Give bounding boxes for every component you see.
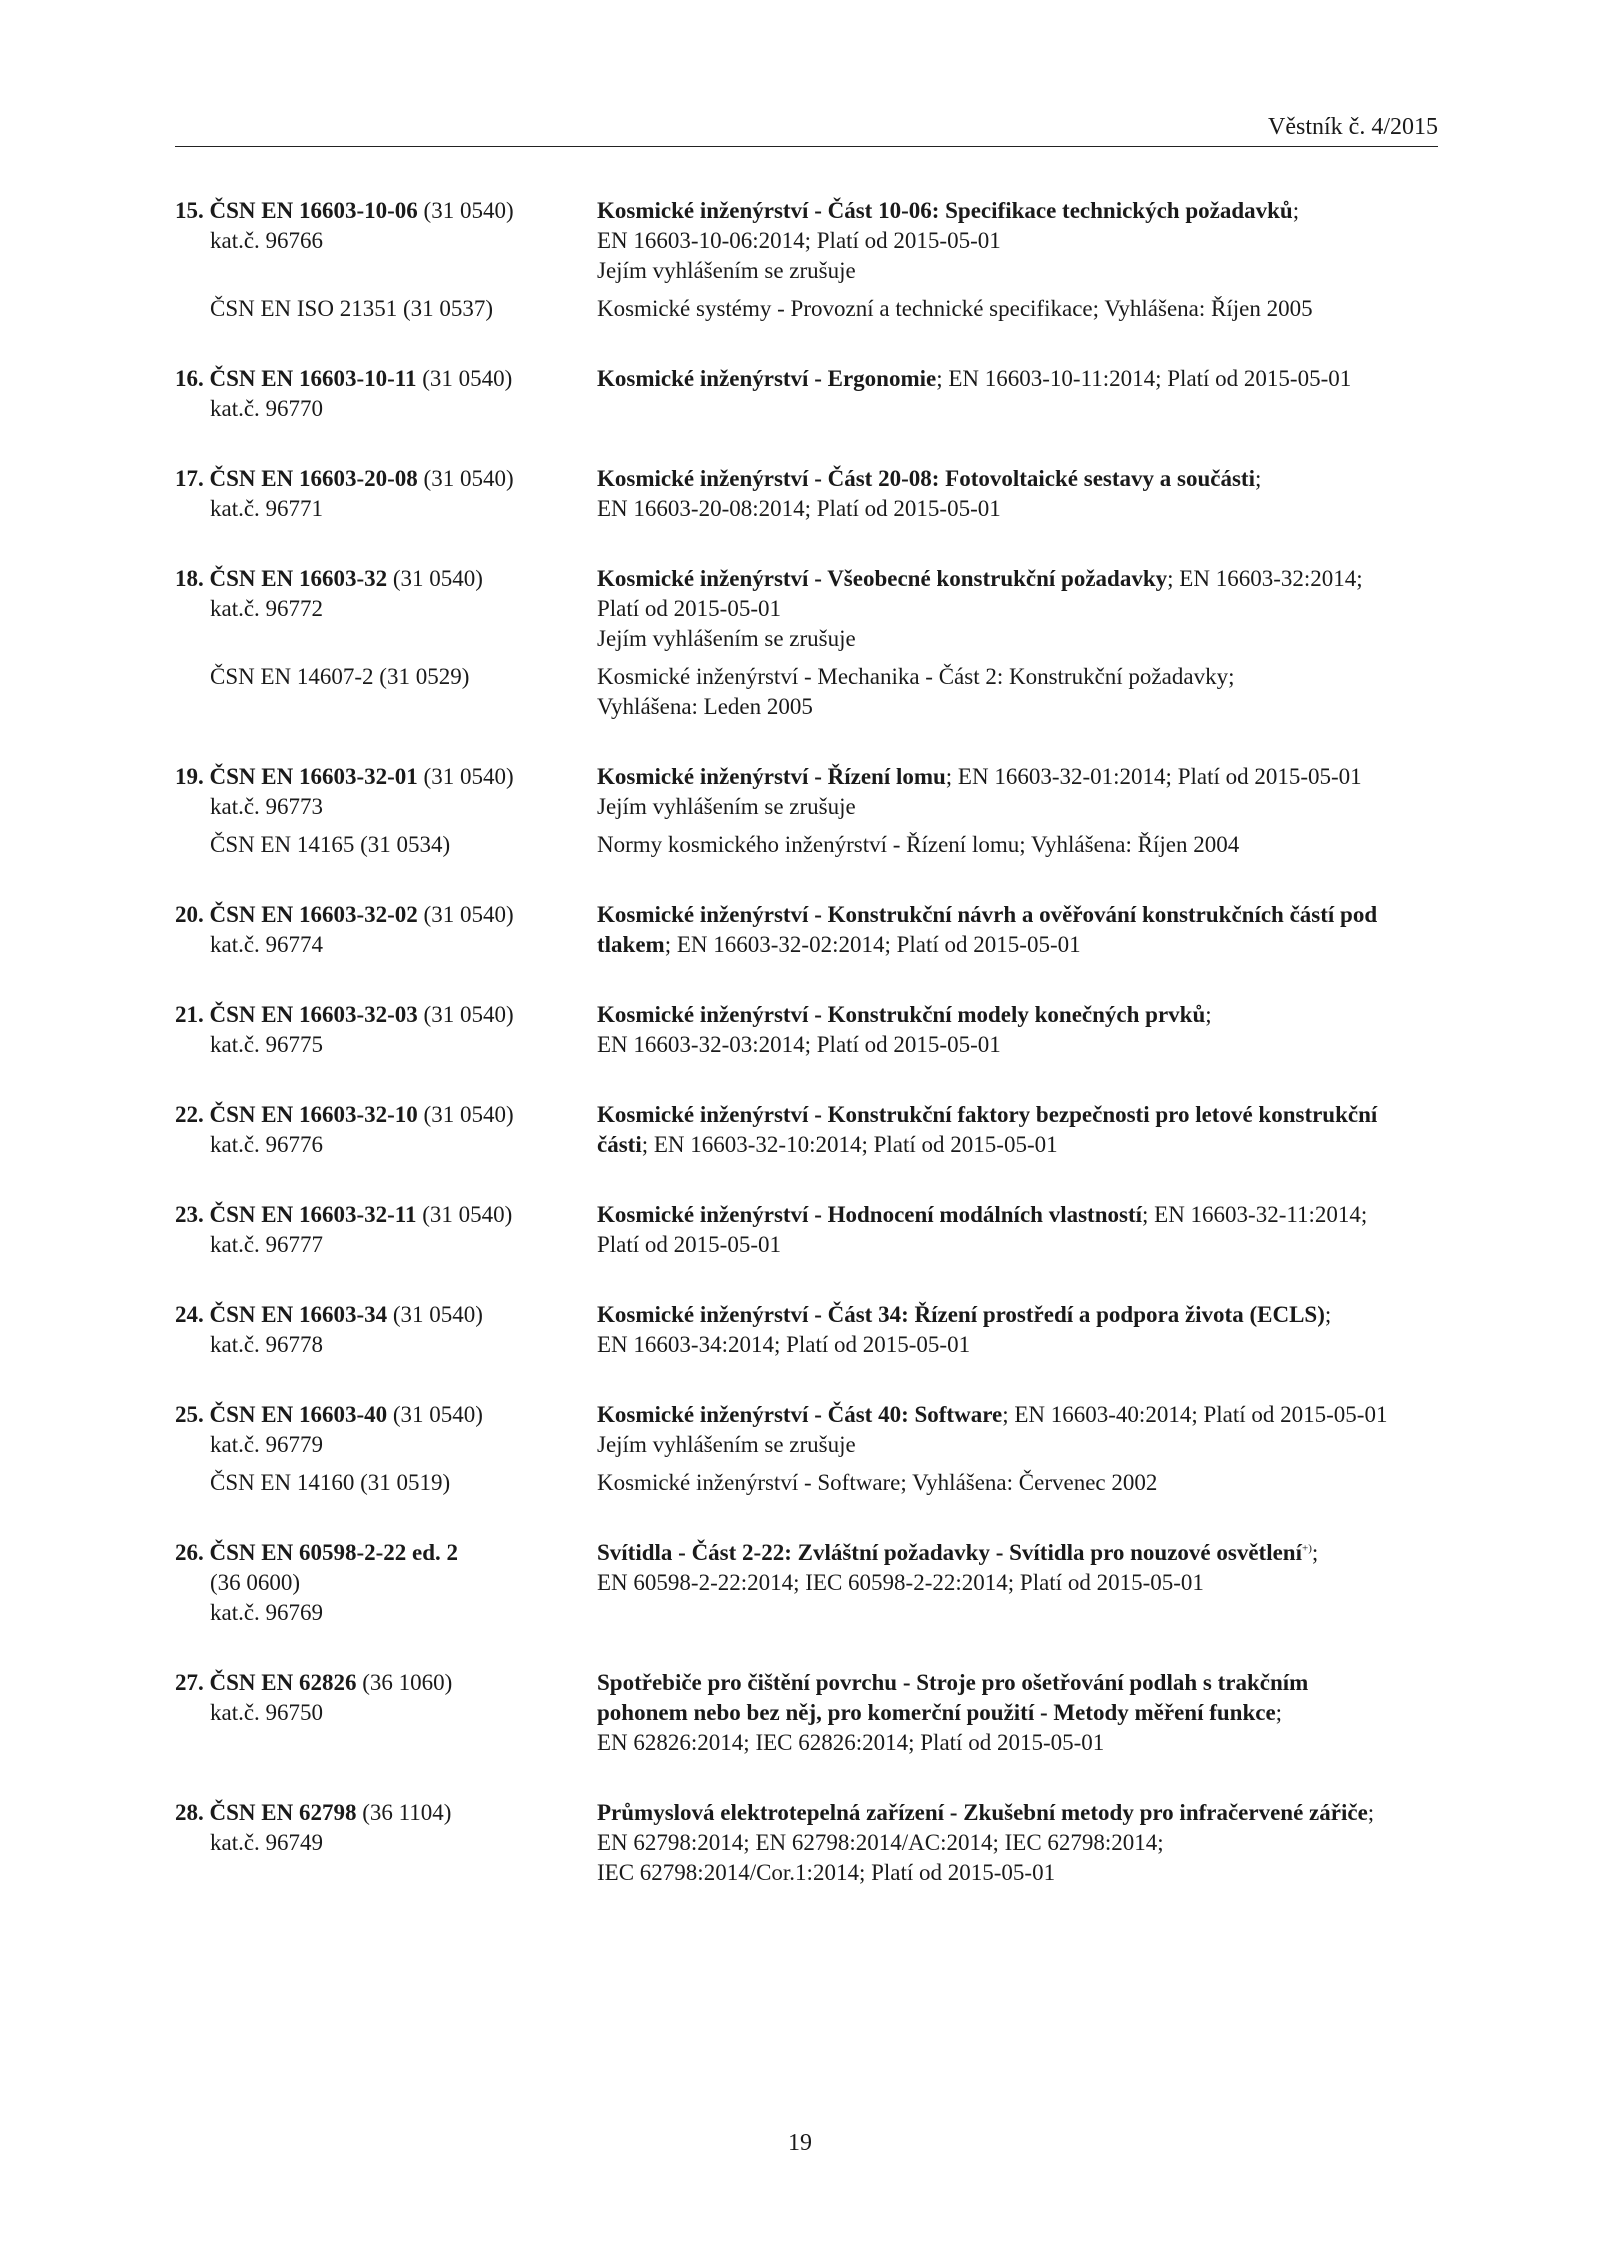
entry-main-row	[175, 1000, 1445, 1060]
entry-identifier	[175, 762, 585, 822]
detail-line	[597, 1430, 1437, 1460]
standard-entry	[175, 1668, 1445, 1758]
catalog-line	[175, 1130, 585, 1160]
title-line	[597, 1200, 1437, 1230]
identifier-line	[175, 364, 585, 394]
classification-number: (31 0540)	[392, 1302, 483, 1327]
standard-code: ČSN EN 16603-32-11	[209, 1202, 417, 1227]
replaced-identifier	[175, 1468, 585, 1498]
entry-identifier	[175, 900, 585, 960]
entry-identifier	[175, 564, 585, 654]
replaced-text-line	[597, 294, 1437, 324]
detail-line	[597, 226, 1437, 256]
catalog-number: kat.č. 96776	[210, 1132, 324, 1157]
detail-line	[597, 1030, 1437, 1060]
detail-text: EN 16603-20-08:2014; Platí od 2015-05-01	[597, 496, 1001, 521]
standard-title: Kosmické inženýrství - Část 10-06: Specifikace technických požadavků	[597, 198, 1293, 223]
detail-line	[597, 1568, 1437, 1598]
title-line	[597, 1400, 1437, 1430]
entry-number: 18.	[175, 566, 204, 591]
catalog-line	[175, 226, 585, 256]
replaced-standard-row	[175, 830, 1445, 860]
title-line: Svítidla - Část 2-22: Zvláštní požadavky - Svítidla pro nouzové osvětlení+);	[597, 1540, 1319, 1565]
entry-identifier	[175, 364, 585, 424]
standard-title: Kosmické inženýrství - Řízení lomu	[597, 764, 946, 789]
standard-title: Kosmické inženýrství - Část 20-08: Fotovoltaické sestavy a součásti	[597, 466, 1255, 491]
classification-number: (31 0540)	[423, 1002, 514, 1027]
catalog-line	[175, 1698, 585, 1728]
standard-code: ČSN EN 62826	[209, 1670, 357, 1695]
detail-text: IEC 62798:2014/Cor.1:2014; Platí od 2015-05-01	[597, 1860, 1056, 1885]
standard-entry	[175, 1000, 1445, 1060]
detail-line	[597, 624, 1437, 654]
replaced-standard-code: ČSN EN 14607-2 (31 0529)	[210, 664, 470, 689]
entry-identifier	[175, 1668, 585, 1758]
standard-entry	[175, 1100, 1445, 1160]
catalog-line	[175, 594, 585, 624]
standard-code: ČSN EN 16603-10-11	[209, 366, 417, 391]
detail-text: Jejím vyhlášením se zrušuje	[597, 258, 856, 283]
title-line	[597, 364, 1437, 394]
standard-code: ČSN EN 16603-32	[209, 566, 388, 591]
standard-entry	[175, 762, 1445, 860]
entry-number: 25.	[175, 1402, 204, 1427]
footnote-marker: +)	[1301, 1542, 1312, 1555]
classification-number: (36 1104)	[362, 1800, 452, 1825]
catalog-number: kat.č. 96749	[210, 1830, 324, 1855]
detail-text: EN 62826:2014; IEC 62826:2014; Platí od 2015-05-01	[597, 1730, 1105, 1755]
replaced-code-line	[175, 1468, 585, 1498]
standard-title: Kosmické inženýrství - Konstrukční modely konečných prvků	[597, 1002, 1206, 1027]
page-header	[175, 108, 1438, 147]
entry-main-row	[175, 900, 1445, 960]
detail-text: EN 16603-34:2014; Platí od 2015-05-01	[597, 1332, 971, 1357]
detail-text: Platí od 2015-05-01	[597, 1232, 781, 1257]
journal-title: Věstník č. 4/2015	[1268, 114, 1438, 140]
entry-number: 21.	[175, 1002, 204, 1027]
catalog-line	[175, 792, 585, 822]
catalog-line	[175, 1430, 585, 1460]
page-number: 19	[788, 2130, 812, 2156]
catalog-number: kat.č. 96778	[210, 1332, 324, 1357]
identifier-line	[175, 564, 585, 594]
identifier-line	[175, 1798, 585, 1828]
title-line: Kosmické inženýrství - Část 20-08: Fotovoltaické sestavy a součásti;	[597, 466, 1262, 491]
standard-title: Kosmické inženýrství - Konstrukční návrh a ověřování konstrukčních částí pod	[597, 902, 1378, 927]
standard-code: ČSN EN 16603-32-10	[209, 1102, 418, 1127]
entry-main-row	[175, 1538, 1445, 1628]
identifier-line	[175, 1200, 585, 1230]
title-line: Kosmické inženýrství - Část 34: Řízení prostředí a podpora života (ECLS);	[597, 1302, 1332, 1327]
title-line	[597, 564, 1437, 594]
entry-description	[585, 464, 1437, 524]
entry-main-row	[175, 464, 1445, 524]
standard-entry	[175, 364, 1445, 424]
identifier-line	[175, 762, 585, 792]
entry-description	[585, 762, 1437, 822]
replaced-description	[585, 294, 1437, 324]
entry-number: 19.	[175, 764, 204, 789]
identifier-line	[175, 464, 585, 494]
identifier-line	[175, 1400, 585, 1430]
catalog-number: kat.č. 96777	[210, 1232, 324, 1257]
entry-description	[585, 1100, 1437, 1160]
entry-description	[585, 196, 1437, 286]
title-line: Kosmické inženýrství - Konstrukční modely konečných prvků;	[597, 1002, 1212, 1027]
title-tail: ; EN 16603-32-10:2014; Platí od 2015-05-01	[641, 1132, 1058, 1157]
catalog-number: kat.č. 96769	[210, 1600, 324, 1625]
classification-number: (31 0540)	[423, 902, 514, 927]
standard-title: Průmyslová elektrotepelná zařízení - Zkušební metody pro infračervené zářiče	[597, 1800, 1368, 1825]
replaced-standard-code: ČSN EN 14165 (31 0534)	[210, 832, 451, 857]
classification-number: (31 0540)	[423, 764, 514, 789]
title-line	[597, 900, 1437, 930]
replaced-standard-text: Normy kosmického inženýrství - Řízení lomu; Vyhlášena: Říjen 2004	[597, 832, 1240, 857]
standard-code: ČSN EN 16603-32-01	[209, 764, 418, 789]
replaced-standard-row	[175, 662, 1445, 722]
standard-entry	[175, 900, 1445, 960]
standard-code: ČSN EN 62798	[209, 1800, 357, 1825]
entry-number: 24.	[175, 1302, 204, 1327]
entry-number: 28.	[175, 1800, 204, 1825]
classification-number: (31 0540)	[423, 1102, 514, 1127]
replaced-code-line	[175, 662, 585, 692]
detail-text: EN 60598-2-22:2014; IEC 60598-2-22:2014; Platí od 2015-05-01	[597, 1570, 1204, 1595]
standard-title-continued: pohonem nebo bez něj, pro komerční použití - Metody měření funkce	[597, 1700, 1276, 1725]
replaced-text-line	[597, 692, 1437, 722]
entry-description	[585, 1300, 1437, 1360]
replaced-standard-code: ČSN EN 14160 (31 0519)	[210, 1470, 451, 1495]
identifier-line	[175, 1668, 585, 1698]
title-tail: ; EN 16603-32:2014;	[1167, 566, 1363, 591]
detail-text: Jejím vyhlášením se zrušuje	[597, 794, 856, 819]
standards-list	[175, 196, 1445, 1928]
title-line: Kosmické inženýrství - Část 10-06: Specifikace technických požadavků;	[597, 198, 1300, 223]
standard-title: Kosmické inženýrství - Ergonomie	[597, 366, 937, 391]
detail-line	[597, 1230, 1437, 1260]
standard-entry	[175, 564, 1445, 722]
replaced-text-line	[597, 1468, 1437, 1498]
standard-code: ČSN EN 16603-32-02	[209, 902, 418, 927]
replaced-standard-text: Vyhlášena: Leden 2005	[597, 694, 813, 719]
standard-title-continued: části	[597, 1132, 642, 1157]
replaced-description	[585, 830, 1437, 860]
entry-identifier	[175, 1400, 585, 1460]
entry-description	[585, 1668, 1437, 1758]
detail-line	[597, 792, 1437, 822]
replaced-identifier	[175, 830, 585, 860]
entry-identifier	[175, 1100, 585, 1160]
classification-line	[175, 1568, 585, 1598]
catalog-number: kat.č. 96750	[210, 1700, 324, 1725]
standard-title: Kosmické inženýrství - Část 34: Řízení prostředí a podpora života (ECLS)	[597, 1302, 1325, 1327]
standard-title: Kosmické inženýrství - Konstrukční faktory bezpečnosti pro letové konstrukční	[597, 1102, 1378, 1127]
entry-description	[585, 564, 1437, 654]
title-line-2	[597, 1130, 1437, 1160]
detail-line	[597, 1728, 1437, 1758]
standard-code: ČSN EN 16603-40	[209, 1402, 388, 1427]
entry-number: 15.	[175, 198, 204, 223]
classification-number: (31 0540)	[422, 1202, 513, 1227]
classification-number: (31 0540)	[392, 1402, 483, 1427]
entry-main-row	[175, 196, 1445, 286]
detail-text: Jejím vyhlášením se zrušuje	[597, 626, 856, 651]
entry-number: 17.	[175, 466, 204, 491]
detail-line	[597, 256, 1437, 286]
entry-number: 22.	[175, 1102, 204, 1127]
title-tail: ; EN 16603-32-11:2014;	[1142, 1202, 1368, 1227]
catalog-number: kat.č. 96766	[210, 228, 324, 253]
replaced-code-line	[175, 294, 585, 324]
classification-number: (36 0600)	[210, 1570, 301, 1595]
standard-entry	[175, 1538, 1445, 1628]
entry-main-row	[175, 564, 1445, 654]
title-line-2	[597, 930, 1437, 960]
replaced-standard-text: Kosmické inženýrství - Software; Vyhlášena: Červenec 2002	[597, 1470, 1158, 1495]
detail-line	[597, 494, 1437, 524]
entry-number: 27.	[175, 1670, 204, 1695]
replaced-text-line	[597, 662, 1437, 692]
replaced-standard-code: ČSN EN ISO 21351 (31 0537)	[210, 296, 494, 321]
entry-number: 23.	[175, 1202, 204, 1227]
catalog-line	[175, 494, 585, 524]
entry-main-row	[175, 1300, 1445, 1360]
identifier-line	[175, 1538, 585, 1568]
title-line	[597, 1100, 1437, 1130]
title-tail: ; EN 16603-40:2014; Platí od 2015-05-01	[1002, 1402, 1388, 1427]
replaced-identifier	[175, 662, 585, 722]
identifier-line	[175, 196, 585, 226]
catalog-line	[175, 1828, 585, 1858]
entry-main-row	[175, 1798, 1445, 1888]
standard-code: ČSN EN 60598-2-22 ed. 2	[209, 1540, 459, 1565]
standard-title: Spotřebiče pro čištění povrchu - Stroje pro ošetřování podlah s trakčním	[597, 1670, 1309, 1695]
catalog-line	[175, 1230, 585, 1260]
entry-identifier	[175, 1538, 585, 1628]
entry-main-row	[175, 1400, 1445, 1460]
title-line-2: pohonem nebo bez něj, pro komerční použití - Metody měření funkce;	[597, 1700, 1283, 1725]
classification-number: (31 0540)	[422, 366, 513, 391]
entry-number: 26.	[175, 1540, 204, 1565]
entry-description	[585, 1538, 1437, 1628]
standard-title-continued: tlakem	[597, 932, 665, 957]
standard-entry	[175, 1300, 1445, 1360]
identifier-line	[175, 1000, 585, 1030]
title-tail: ; EN 16603-10-11:2014; Platí od 2015-05-01	[936, 366, 1352, 391]
replaced-standard-text: Kosmické systémy - Provozní a technické specifikace; Vyhlášena: Říjen 2005	[597, 296, 1313, 321]
detail-text: EN 16603-32-03:2014; Platí od 2015-05-01	[597, 1032, 1001, 1057]
standard-title: Svítidla - Část 2-22: Zvláštní požadavky - Svítidla pro nouzové osvětlení	[597, 1540, 1302, 1565]
standard-entry	[175, 196, 1445, 324]
detail-text: EN 16603-10-06:2014; Platí od 2015-05-01	[597, 228, 1001, 253]
standard-code: ČSN EN 16603-34	[209, 1302, 388, 1327]
catalog-line	[175, 930, 585, 960]
standard-title: Kosmické inženýrství - Část 40: Software	[597, 1402, 1003, 1427]
title-line	[597, 762, 1437, 792]
identifier-line	[175, 900, 585, 930]
standard-entry	[175, 1798, 1445, 1888]
detail-line	[597, 1828, 1437, 1858]
replaced-standard-row	[175, 294, 1445, 324]
entry-identifier	[175, 1798, 585, 1888]
standard-code: ČSN EN 16603-20-08	[209, 466, 418, 491]
standard-title: Kosmické inženýrství - Hodnocení modálních vlastností	[597, 1202, 1142, 1227]
entry-number: 20.	[175, 902, 204, 927]
detail-line	[597, 1858, 1437, 1888]
classification-number: (36 1060)	[362, 1670, 453, 1695]
entry-number: 16.	[175, 366, 204, 391]
catalog-line	[175, 394, 585, 424]
classification-number: (31 0540)	[423, 466, 514, 491]
entry-description	[585, 1000, 1437, 1060]
entry-main-row	[175, 1668, 1445, 1758]
detail-text: Platí od 2015-05-01	[597, 596, 781, 621]
standard-entry	[175, 464, 1445, 524]
standard-title: Kosmické inženýrství - Všeobecné konstrukční požadavky	[597, 566, 1168, 591]
standard-entry	[175, 1400, 1445, 1498]
entry-description	[585, 1200, 1437, 1260]
replaced-description	[585, 1468, 1437, 1498]
entry-description	[585, 364, 1437, 424]
standard-code: ČSN EN 16603-10-06	[209, 198, 418, 223]
catalog-line	[175, 1598, 585, 1628]
entry-identifier	[175, 1000, 585, 1060]
replaced-standard-text: Kosmické inženýrství - Mechanika - Část 2: Konstrukční požadavky;	[597, 664, 1235, 689]
entry-identifier	[175, 464, 585, 524]
standard-entry	[175, 1200, 1445, 1260]
identifier-line	[175, 1100, 585, 1130]
entry-main-row	[175, 364, 1445, 424]
entry-main-row	[175, 762, 1445, 822]
entry-description	[585, 900, 1437, 960]
catalog-number: kat.č. 96771	[210, 496, 324, 521]
replaced-identifier	[175, 294, 585, 324]
entry-identifier	[175, 196, 585, 286]
standard-code: ČSN EN 16603-32-03	[209, 1002, 418, 1027]
title-tail: ; EN 16603-32-01:2014; Platí od 2015-05-01	[945, 764, 1362, 789]
entry-description	[585, 1798, 1437, 1888]
title-line	[597, 1668, 1437, 1698]
replaced-code-line	[175, 830, 585, 860]
title-line: Průmyslová elektrotepelná zařízení - Zkušební metody pro infračervené zářiče;	[597, 1800, 1375, 1825]
replaced-description	[585, 662, 1437, 722]
catalog-number: kat.č. 96774	[210, 932, 324, 957]
catalog-number: kat.č. 96770	[210, 396, 324, 421]
replaced-text-line	[597, 830, 1437, 860]
entry-identifier	[175, 1200, 585, 1260]
catalog-number: kat.č. 96775	[210, 1032, 324, 1057]
detail-line	[597, 1330, 1437, 1360]
replaced-standard-row	[175, 1468, 1445, 1498]
catalog-number: kat.č. 96772	[210, 596, 324, 621]
title-tail: ; EN 16603-32-02:2014; Platí od 2015-05-01	[664, 932, 1081, 957]
entry-identifier	[175, 1300, 585, 1360]
classification-number: (31 0540)	[392, 566, 483, 591]
detail-line	[597, 594, 1437, 624]
identifier-line	[175, 1300, 585, 1330]
entry-description	[585, 1400, 1437, 1460]
detail-text: EN 62798:2014; EN 62798:2014/AC:2014; IEC 62798:2014;	[597, 1830, 1164, 1855]
detail-text: Jejím vyhlášením se zrušuje	[597, 1432, 856, 1457]
catalog-number: kat.č. 96773	[210, 794, 324, 819]
classification-number: (31 0540)	[423, 198, 514, 223]
catalog-number: kat.č. 96779	[210, 1432, 324, 1457]
catalog-line	[175, 1330, 585, 1360]
entry-main-row	[175, 1200, 1445, 1260]
entry-main-row	[175, 1100, 1445, 1160]
catalog-line	[175, 1030, 585, 1060]
